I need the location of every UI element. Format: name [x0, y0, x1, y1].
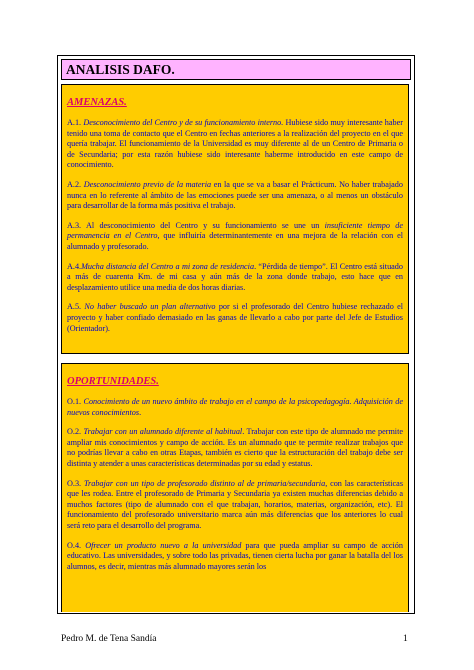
document-title: ANALISIS DAFO.	[61, 59, 411, 80]
oportunidades-item	[67, 427, 403, 469]
item-text: , con las características que les rodea. Entre el profesorado de Primaria y Secundaria ya existen muchas diferencias debido a muchos factores (tipo de alumnado con el que trabajan, horarios, materias, organización, etc). El funcionamiento del profesorado universitario marca aún más diferencias que los anteriores lo cual será reto para el desarrollo del programa.	[67, 478, 404, 530]
item-emphasis: Ofrecer un producto nuevo a la universidad	[85, 540, 242, 550]
item-emphasis: Trabajar con un alumnado diferente al habitual	[83, 427, 243, 437]
item-text: , que influiría determinantemente en una mejora de la relación con el alumnado y profesorado.	[67, 231, 403, 251]
oportunidades-item	[67, 397, 403, 418]
item-lead: A.3. Al desconocimiento del Centro y su funcionamiento se une un	[67, 220, 325, 230]
amenazas-heading: AMENAZAS.	[67, 97, 127, 108]
amenazas-section	[61, 84, 409, 354]
item-emphasis: Conocimiento de un nuevo ámbito de trabajo en el campo de la psicopedagogía. Adquisición de nuevos conocimientos	[67, 397, 403, 417]
item-emphasis: Mucha distancia del Centro a mi zona de residencia	[81, 261, 255, 271]
footer-author: Pedro M. de Tena Sandía	[61, 634, 157, 644]
item-text: .	[139, 407, 142, 417]
amenazas-item	[67, 221, 403, 253]
item-emphasis: Desconocimiento del Centro y de su funcionamiento interno.	[83, 118, 284, 127]
item-lead: A.2.	[67, 179, 84, 189]
item-lead: A.4.	[67, 261, 82, 271]
item-emphasis: No haber buscado un plan alternativo	[84, 302, 216, 312]
item-lead: O.4.	[67, 540, 86, 550]
amenazas-item	[67, 118, 403, 171]
item-lead: O.3.	[67, 478, 84, 488]
amenazas-item	[67, 180, 403, 212]
oportunidades-heading: OPORTUNIDADES.	[67, 376, 159, 387]
item-text: . “Pérdida de tiempo”. El Centro está situado a más de cuarenta Km. de mi casa y aún más de la zona donde trabajo, esto hace que en desplazamiento utilice una media de dos horas diarias.	[67, 261, 403, 292]
oportunidades-section	[61, 363, 409, 612]
item-emphasis: insuficiente tiempo de permanencia en el Centro	[67, 220, 404, 241]
item-lead: A.5.	[67, 302, 85, 312]
oportunidades-item	[67, 479, 403, 532]
item-lead: O.2.	[67, 427, 84, 437]
oportunidades-item	[67, 541, 403, 573]
item-emphasis: Desconocimiento previo de la materia	[83, 179, 212, 189]
item-emphasis: Trabajar con un tipo de profesorado distinto al de primaria/secundaria	[83, 478, 326, 488]
item-lead: O.1.	[67, 397, 84, 406]
item-text: para que pueda ampliar su campo de acción educativo. Las universidades, y sobre todo las privadas, tienen cierta lucha por ganar la batalla del los alumnos, es decir, mientras más alumnado mayores serán los	[67, 540, 403, 571]
item-text: por si el profesorado del Centro hubiese rechazado el proyecto y haber confiado demasiado en las ganas de llevarlo a cabo por parte del Jefe de Estudios (Orientador).	[67, 302, 403, 333]
item-text: Hubiese sido muy interesante haber tenido una toma de contacto que el Centro en fechas anteriores a la realización del proyecto en el que quería trabajar. El funcionamiento de la Universidad es muy diferente al de un Centro de Primaria o de Secundaria; por esta razón hubiese sido interesante haberme introducido en este campo de conocimiento.	[67, 118, 403, 170]
amenazas-item	[67, 262, 403, 294]
amenazas-item	[67, 302, 403, 334]
item-text: en la que se va a basar el Prácticum. No haber trabajado nunca en lo referente al ámbito de las emociones puede ser una amenaza, o al menos un obstáculo para desarrollar de la forma más positiva el trabajo.	[67, 179, 403, 211]
footer-page-number: 1	[403, 634, 408, 644]
item-lead: A.1.	[67, 118, 84, 127]
item-text: . Trabajar con este tipo de alumnado me permite ampliar mis conocimientos y campo de acción. Es un alumnado que te permite realizar trabajos que no podrías llevar a cabo en otras Etapas, también es cierto que la estructuración del trabajo debe ser distinta y atender a unas características determinadas por su edad y estatus.	[67, 427, 403, 468]
amenazas-list	[67, 118, 403, 334]
oportunidades-list	[67, 397, 403, 572]
